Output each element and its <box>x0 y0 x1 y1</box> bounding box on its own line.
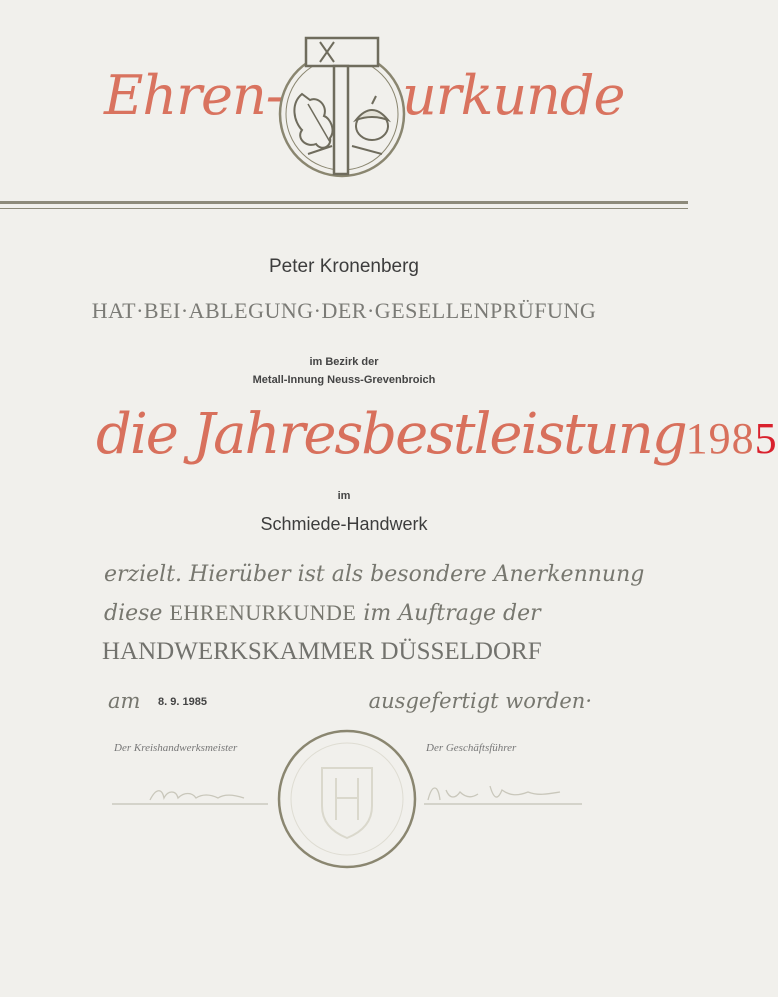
chamber-name: HANDWERKSKAMMER DÜSSELDORF <box>102 638 542 665</box>
text-line-1: erzielt. Hierüber ist als besondere Anerkennung <box>104 562 645 587</box>
year-main: 198 <box>685 414 755 463</box>
hammer-oak-acorn-emblem-icon <box>272 34 412 180</box>
headline <box>96 402 778 492</box>
header-rule-bottom <box>0 208 688 209</box>
trade-name: Schmiede-Handwerk <box>260 514 428 534</box>
district-line-2: Metall-Innung Neuss-Grevenbroich <box>252 374 436 386</box>
im-label: im <box>337 490 351 502</box>
header-rule-top <box>0 201 688 204</box>
headline-text: die Jahresbestleistung <box>96 402 686 467</box>
title-right: urkunde <box>402 64 625 127</box>
text-line-2 <box>104 600 584 626</box>
text-line-2b: EHRENURKUNDE <box>169 600 357 625</box>
issued-text: ausgefertigt worden· <box>368 689 592 713</box>
text-line-2a: diese <box>104 601 170 626</box>
title-left: Ehren- <box>104 64 283 127</box>
district-line-1: im Bezirk der <box>309 356 379 368</box>
year-last-digit: 5 <box>754 414 778 463</box>
am-label: am <box>108 689 141 713</box>
headline-year <box>686 414 778 463</box>
right-signature-label: Der Geschäftsführer <box>426 742 517 754</box>
recipient-name: Peter Kronenberg <box>269 256 419 277</box>
exam-line: HAT·BEI·ABLEGUNG·DER·GESELLENPRÜFUNG <box>91 298 597 323</box>
left-signature-label: Der Kreishandwerksmeister <box>114 742 238 754</box>
text-line-2c: im Auftrage der <box>356 601 541 626</box>
left-signature-scribble <box>150 791 244 800</box>
issue-date: 8. 9. 1985 <box>158 696 207 708</box>
right-signature-scribble <box>428 786 560 800</box>
embossed-seal-icon <box>276 728 418 870</box>
